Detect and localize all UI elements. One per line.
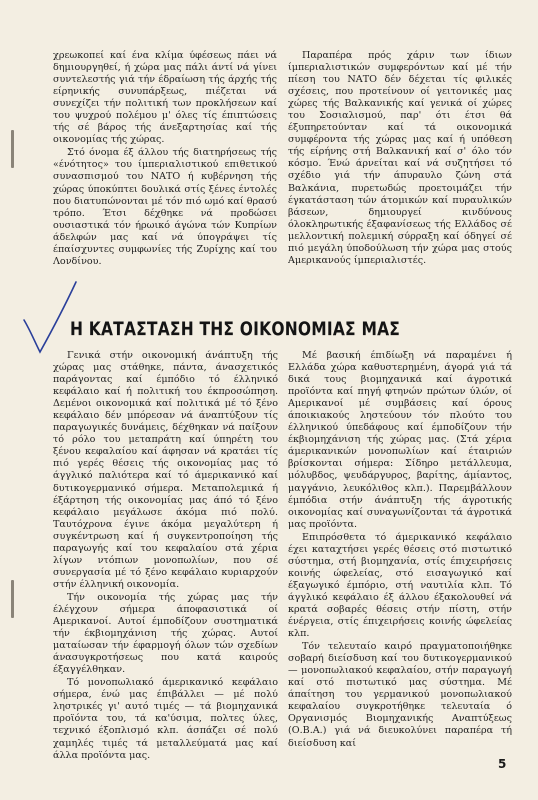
paragraph: Γενικά στήν οικονομική άνάπτυξη τής χώρας μας στάθηκε, πάντα, άνασχετικός παράγοντας καί έμπόδιο τό έλληνικό κεφάλαιο καί ή πολιτική του έκπροσώπηση. Δεμένοι οικονομικά καί πολιτικά μέ τό ξένο κεφάλαιο δέν μπόρεσαν νά άναπτύξουν τίς παραγωγικές δυνάμεις, δέχθηκαν νά παίξουν τό ρόλο του μεταπράτη καί ύπηρέτη του ξένου κεφαλαίου καί άφησαν νά κρατάει τίς πιό γερές θέσεις τής οικονομίας μας τό άγγλικό παλιότερα καί τό άμερικανικό καί δυτικογερμανικό σήμερα. Μεταπολεμικά ή έξάρτηση τής οικονομίας μας άπό τό ξένο κεφάλαιο μεγάλωσε άκόμα πιό πολύ. Ταυτόχρονα έγινε άκόμα μεγαλύτερη ή συγκέντρωση καί ή συγκεντροποίηση τής παραγωγής καί του κεφαλαίου στά χέρια λίγων ντόπιων μονοπωλίων, που σέ συνεργασία μέ τό ξένο κεφάλαιο κυριαρχούν στήν έλληνική οικονομία. — [53, 350, 278, 590]
column-bottom-right — [288, 350, 512, 750]
page-number: 5 — [498, 757, 507, 771]
staple-bottom — [11, 580, 14, 618]
paragraph: Μέ βασική έπιδίωξη νά παραμένει ή Ελλάδα χώρα καθυστερημένη, άγορά γιά τά δικά τους βιομηχανικά καί άγροτικά προϊόντα καί πηγή φτηνών πρώτων ύλών, οί Αμερικανοί μέ συμβάσεις καί όρους άποικιακούς ληστεύουν τόν πλούτο του έλληνικού ύπεδάφους καί έμποδίζουν τήν έκβιομηχάνιση τής χώρας μας. (Στά χέρια άμερικανικών μονοπωλίων καί έταιριών βρίσκονται σήμερα: Σίδηρο μετάλλευμα, μόλυβδος, ψευδάργυρος, βαρίτης, άμίαντος, μαγγάνιο, λευκόλιθος κλπ.). Παρεμβάλλουν έμπόδια στήν άνάπτυξη τής άγροτικής οικονομίας καί συναγωνίζονται τά άγροτικά μας προϊόντα. — [288, 350, 512, 530]
column-top-left — [53, 50, 277, 278]
paragraph: Παραπέρα πρός χάριν των ίδιων ίμπεριαλιστικών συμφερόντων καί μέ τήν πίεση του ΝΑΤΟ δέν δέχεται τίς φιλικές σχέσεις, που προτείνουν οί γειτονικές μας χώρες τής Βαλκανικής καί γενικά οί χώρες του Σοσιαλισμού, παρ' ότι έτσι θά έξυπηρετούνταν καί τά οικονομικά συμφέροντα τής χώρας μας καί ή υπόθεση τής είρήνης στή Βαλκανική καί σ' όλο τόν κόσμο. Ένώ άρνείται καί νά συζητήσει τό σχέδιο γιά τήν άπυραυλο ζώνη στά Βαλκάνια, πυρετωδώς προετοιμάζει τήν έγκατάσταση τών άτομικών καί πυραυλικών βάσεων, δημιουργεί κινδύνους όλοκληρωτικής έξαφανίσεως τής Ελλάδος σέ μελλοντική πολεμική σύρραξη καί όδηγεί σέ πιό μεγάλη ύποδούλωση τήν χώρα μας στούς Αμερικανούς ίμπεριαλιστές. — [288, 50, 512, 266]
staple-top — [11, 130, 14, 168]
paragraph: Τό μονοπωλιακό άμερικανικό κεφάλαιο σήμερα, ένώ μας έπιβάλλει — μέ πολύ ληστρικές γι' αυτό τιμές — τά βιομηχανικά προϊόντα του, τά κα'ύσιμα, πολτες ύλες, τεχνικό έξοπλισμό κλπ. άσπάζει σέ πολύ χαμηλές τιμές τά μεταλλεύματά μας καί άλλα προϊόντα μας. — [53, 677, 278, 761]
column-bottom-left — [53, 350, 278, 765]
paragraph: Στό όνομα έξ άλλου τής διατηρήσεως τής «ένότητος» του ίμπεριαλιστικού επιθετικού συνασπισμού του ΝΑΤΟ ή κυβέρνηση τής χώρας ύποκύπτει δουλικά στίς ξένες έντολές που διατυπώνονται μέ τόν πιό ωμό καί θρασύ τρόπο. Έτσι δέχθηκε νά προδώσει ουσιαστικά τόν ήρωικό άγώνα τών Κυπρίων άδελφών μας καί νά ύπογράψει τίς έπαίσχυντες συμφωνίες τής Ζυρίχης καί του Λονδίνου. — [53, 147, 277, 267]
section-headline: Η ΚΑΤΑΣΤΑΣΗ ΤΗΣ ΟΙΚΟΝΟΜΙΑΣ ΜΑΣ — [70, 318, 401, 340]
paragraph: χρεωκοπεί καί ένα κλίμα ύφέσεως πάει νά δημιουργηθεί, ή χώρα μας πάλι άντί νά γίνει συντελεστής γιά τήν έδραίωση τής άρχής τής είρηνικής συνυπάρξεως, πιέζεται νά συνεχίζει τήν πολιτική των προκλήσεων καί του ψυχρού πολέμου μ' όλες τίς έπιπτώσεις τής σέ βάρος τής άνεξαρτησίας καί τής οικονομίας τής χώρας. — [53, 50, 277, 146]
column-top-right — [288, 50, 512, 278]
paragraph: Τήν οικονομία τής χώρας μας τήν έλέγχουν σήμερα άποφασιστικά οί Αμερικανοί. Αυτοί έμποδίζουν συστηματικά τήν έκβιομηχάνιση τής χώρας. Αυτοί ματαίωσαν τήν έφαρμογή όλων τών σχεδίων άνασυγκροτήσεως που κατά καιρούς έξαγγέλθηκαν. — [53, 591, 278, 676]
paragraph: Επιπρόσθετα τό άμερικανικό κεφάλαιο έχει καταχτήσει γερές θέσεις στό πιστωτικό σύστημα, στή βιομηχανία, στίς έπιχειρήσεις κοινής ώφελείας, στό εισαγωγικό καί έξαγωγικό έμπόριο, στή ναυτιλία κλπ. Τό άγγλικό κεφάλαιο έξ άλλου έξακολουθεί νά κρατά σοβαρές θέσεις στήν πίστη, στήν ένέργεια, στίς έπιχειρήσεις κοινής ώφελείας κλπ. — [288, 531, 512, 640]
paragraph: Τόν τελευταίο καιρό πραγματοποιήθηκε σοβαρή διείσδυση καί του δυτικογερμανικού — μονοπωλιακού κεφαλαίου, στήν παραγωγή καί στό πιστωτικό μας σύστημα. Μέ άπαίτηση του γερμανικού μονοπωλιακού κεφαλαίου συγκροτήθηκε τελευταία ό Οργανισμός Βιομηχανικής Αναπτύξεως (Ο.Β.Α.) γιά νά διευκολύνει παραπέρα τή διείσδυση καί — [288, 641, 512, 749]
